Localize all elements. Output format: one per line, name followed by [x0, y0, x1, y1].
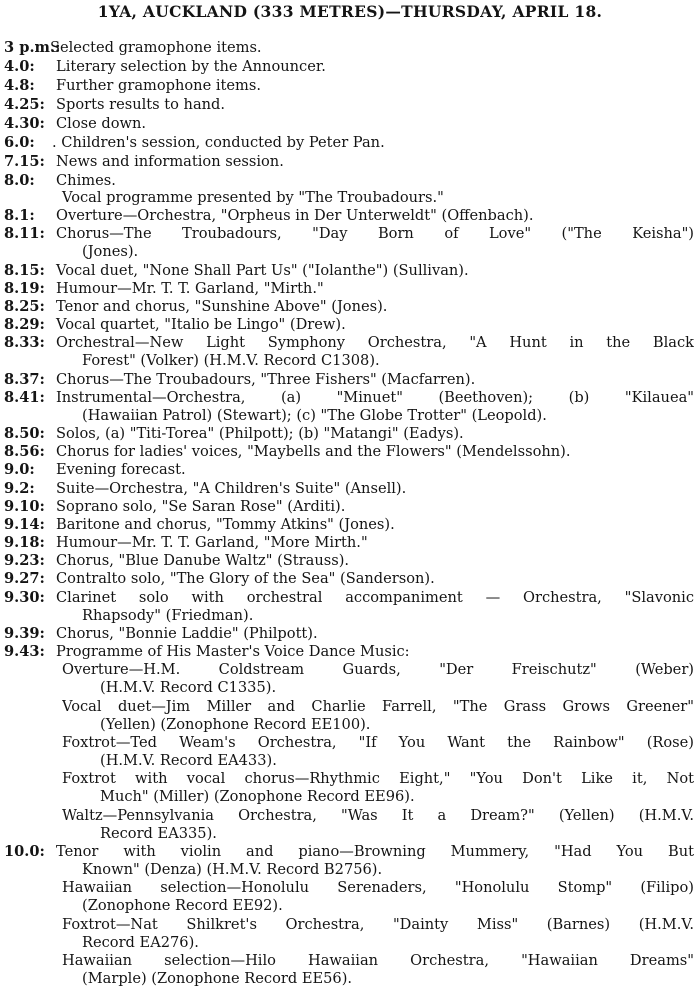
programme-line — [0, 824, 700, 843]
programme-text: Literary selection by the Announcer. — [56, 58, 326, 75]
programme-line — [0, 733, 700, 752]
programme-text: Foxtrot with vocal chorus—Rhythmic Eight," "You Don't Like it, Not — [62, 770, 694, 787]
programme-line — [0, 460, 700, 479]
programme-line — [0, 388, 700, 407]
programme-text: (H.M.V. Record C1335). — [100, 679, 277, 696]
programme-text: (Hawaiian Patrol) (Stewart); (c) "The Globe Trotter" (Leopold). — [82, 407, 547, 424]
time-label: 9.18: — [4, 534, 45, 551]
programme-text: Foxtrot—Ted Weam's Orchestra, "If You Want the Rainbow" (Rose) — [62, 734, 694, 751]
station-heading: 1YA, AUCKLAND (333 METRES)—THURSDAY, APRIL 18. — [97, 2, 603, 21]
programme-line — [0, 76, 700, 95]
programme-text: . Children's session, conducted by Peter Pan. — [52, 134, 385, 151]
programme-text: Humour—Mr. T. T. Garland, "Mirth." — [56, 280, 324, 297]
time-label: 9.30: — [4, 589, 45, 606]
time-label: 7.15: — [4, 153, 45, 170]
programme-line — [0, 769, 700, 788]
programme-line — [0, 787, 700, 806]
programme-text: Baritone and chorus, "Tommy Atkins" (Jones). — [56, 516, 395, 533]
programme-line — [0, 551, 700, 570]
programme-line — [0, 951, 700, 970]
programme-text: Chorus, "Bonnie Laddie" (Philpott). — [56, 625, 318, 642]
time-label: 4.30: — [4, 115, 45, 132]
time-label: 9.0: — [4, 461, 35, 478]
programme-line — [0, 660, 700, 679]
programme-text: Chorus—The Troubadours, "Three Fishers" (Macfarren). — [56, 371, 476, 388]
time-label: 6.0: — [4, 134, 35, 151]
time-label: 4.25: — [4, 96, 45, 113]
programme-text: Sports results to hand. — [56, 96, 226, 113]
time-label: 8.1: — [4, 207, 35, 224]
programme-text: Overture—Orchestra, "Orpheus in Der Unterweldt" (Offenbach). — [56, 207, 534, 224]
programme-line — [0, 697, 700, 716]
programme-text: Tenor with violin and piano—Browning Mummery, "Had You But — [56, 843, 694, 860]
programme-line — [0, 351, 700, 370]
programme-line — [0, 133, 700, 152]
programme-text: Waltz—Pennsylvania Orchestra, "Was It a Dream?" (Yellen) (H.M.V. — [62, 807, 694, 824]
time-label: 8.19: — [4, 280, 45, 297]
programme-text: Vocal duet—Jim Miller and Charlie Farrell, "The Grass Grows Greener" — [62, 698, 694, 715]
programme-text: (Zonophone Record EE92). — [82, 897, 283, 914]
programme-line — [0, 896, 700, 915]
programme-line — [0, 969, 700, 988]
programme-line — [0, 333, 700, 352]
programme-line — [0, 279, 700, 298]
time-label: 8.33: — [4, 334, 45, 351]
time-label: 9.2: — [4, 480, 35, 497]
programme-text: Hawaiian selection—Hilo Hawaiian Orchestra, "Hawaiian Dreams" — [62, 952, 694, 969]
programme-text: (Marple) (Zonophone Record EE56). — [82, 970, 353, 987]
time-label: 10.0: — [4, 843, 45, 860]
programme-text: Vocal programme presented by "The Troubadours." — [62, 189, 444, 206]
programme-text: Tenor and chorus, "Sunshine Above" (Jones). — [56, 298, 388, 315]
programme-line — [0, 915, 700, 934]
time-label: 8.11: — [4, 225, 45, 242]
programme-text: Suite—Orchestra, "A Children's Suite" (Ansell). — [56, 480, 407, 497]
programme-line — [0, 114, 700, 133]
programme-line — [0, 242, 700, 261]
programme-line — [0, 642, 700, 661]
programme-text: Record EA276). — [82, 934, 199, 951]
time-label: 9.43: — [4, 643, 45, 660]
programme-text: Foxtrot—Nat Shilkret's Orchestra, "Dainty Miss" (Barnes) (H.M.V. — [62, 916, 694, 933]
time-label: 9.27: — [4, 570, 45, 587]
programme-line — [0, 95, 700, 114]
time-label: 8.37: — [4, 371, 45, 388]
programme-text: Evening forecast. — [56, 461, 186, 478]
programme-text: Forest" (Volker) (H.M.V. Record C1308). — [82, 352, 380, 369]
programme-line — [0, 38, 700, 57]
programme-line — [0, 152, 700, 171]
programme-text: Soprano solo, "Se Saran Rose" (Arditi). — [56, 498, 346, 515]
time-label: 8.15: — [4, 262, 45, 279]
programme-line — [0, 606, 700, 625]
programme-text: Solos, (a) "Titi-Torea" (Philpott); (b) "Matangi" (Eadys). — [56, 425, 464, 442]
programme-line — [0, 715, 700, 734]
time-label: 8.0: — [4, 172, 35, 189]
programme-text: Chorus, "Blue Danube Waltz" (Strauss). — [56, 552, 350, 569]
programme-text: Overture—H.M. Coldstream Guards, "Der Freischutz" (Weber) — [62, 661, 694, 678]
programme-text: Record EA335). — [100, 825, 217, 842]
programme-text: Vocal duet, "None Shall Part Us" ("Iolanthe") (Sullivan). — [56, 262, 469, 279]
time-label: 9.10: — [4, 498, 45, 515]
programme-text: Close down. — [56, 115, 147, 132]
time-label: 3 p.m.: — [4, 39, 61, 56]
programme-line — [0, 497, 700, 516]
time-label: 9.39: — [4, 625, 45, 642]
time-label: 8.41: — [4, 389, 45, 406]
programme-line — [0, 933, 700, 952]
programme-text: Much" (Miller) (Zonophone Record EE96). — [100, 788, 415, 805]
programme-text: Programme of His Master's Voice Dance Music: — [56, 643, 410, 660]
time-label: 8.25: — [4, 298, 45, 315]
programme-line — [0, 442, 700, 461]
programme-text: Instrumental—Orchestra, (a) "Minuet" (Beethoven); (b) "Kilauea" — [56, 389, 694, 406]
programme-line — [0, 57, 700, 76]
time-label: 9.23: — [4, 552, 45, 569]
programme-text: Chimes. — [56, 172, 116, 189]
programme-line — [0, 479, 700, 498]
programme-text: Contralto solo, "The Glory of the Sea" (Sanderson). — [56, 570, 435, 587]
time-label: 4.0: — [4, 58, 35, 75]
programme-text: Rhapsody" (Friedman). — [82, 607, 254, 624]
programme-line — [0, 588, 700, 607]
programme-text: (H.M.V. Record EA433). — [100, 752, 277, 769]
programme-line — [0, 224, 700, 243]
programme-text: Chorus for ladies' voices, "Maybells and the Flowers" (Mendelssohn). — [56, 443, 571, 460]
programme-line — [0, 406, 700, 425]
programme-text: Chorus—The Troubadours, "Day Born of Love" ("The Keisha") — [56, 225, 694, 242]
time-label: 4.8: — [4, 77, 35, 94]
programme-text: Selected gramophone items. — [50, 39, 262, 56]
programme-text: Vocal quartet, "Italio be Lingo" (Drew). — [56, 316, 346, 333]
programme-text: Clarinet solo with orchestral accompaniment — Orchestra, "Slavonic — [56, 589, 694, 606]
time-label: 8.50: — [4, 425, 45, 442]
programme-line — [0, 315, 700, 334]
programme-line — [0, 842, 700, 861]
programme-text: Further gramophone items. — [56, 77, 261, 94]
programme-line — [0, 678, 700, 697]
programme-text: Hawaiian selection—Honolulu Serenaders, "Honolulu Stomp" (Filipo) — [62, 879, 694, 896]
programme-line — [0, 370, 700, 389]
programme-line — [0, 261, 700, 280]
programme-text: (Yellen) (Zonophone Record EE100). — [100, 716, 371, 733]
programme-line — [0, 806, 700, 825]
programme-text: Orchestral—New Light Symphony Orchestra, "A Hunt in the Black — [56, 334, 694, 351]
programme-line — [0, 624, 700, 643]
time-label: 9.14: — [4, 516, 45, 533]
programme-line — [0, 533, 700, 552]
programme-line — [0, 188, 700, 207]
programme-text: Known" (Denza) (H.M.V. Record B2756). — [82, 861, 383, 878]
programme-text: News and information session. — [56, 153, 284, 170]
programme-text: Humour—Mr. T. T. Garland, "More Mirth." — [56, 534, 368, 551]
programme-line — [0, 751, 700, 770]
time-label: 8.56: — [4, 443, 45, 460]
programme-line — [0, 424, 700, 443]
programme-text: (Jones). — [82, 243, 139, 260]
programme-line — [0, 515, 700, 534]
programme-line — [0, 297, 700, 316]
programme-line — [0, 878, 700, 897]
programme-line — [0, 206, 700, 225]
programme-line — [0, 860, 700, 879]
programme-line — [0, 569, 700, 588]
time-label: 8.29: — [4, 316, 45, 333]
